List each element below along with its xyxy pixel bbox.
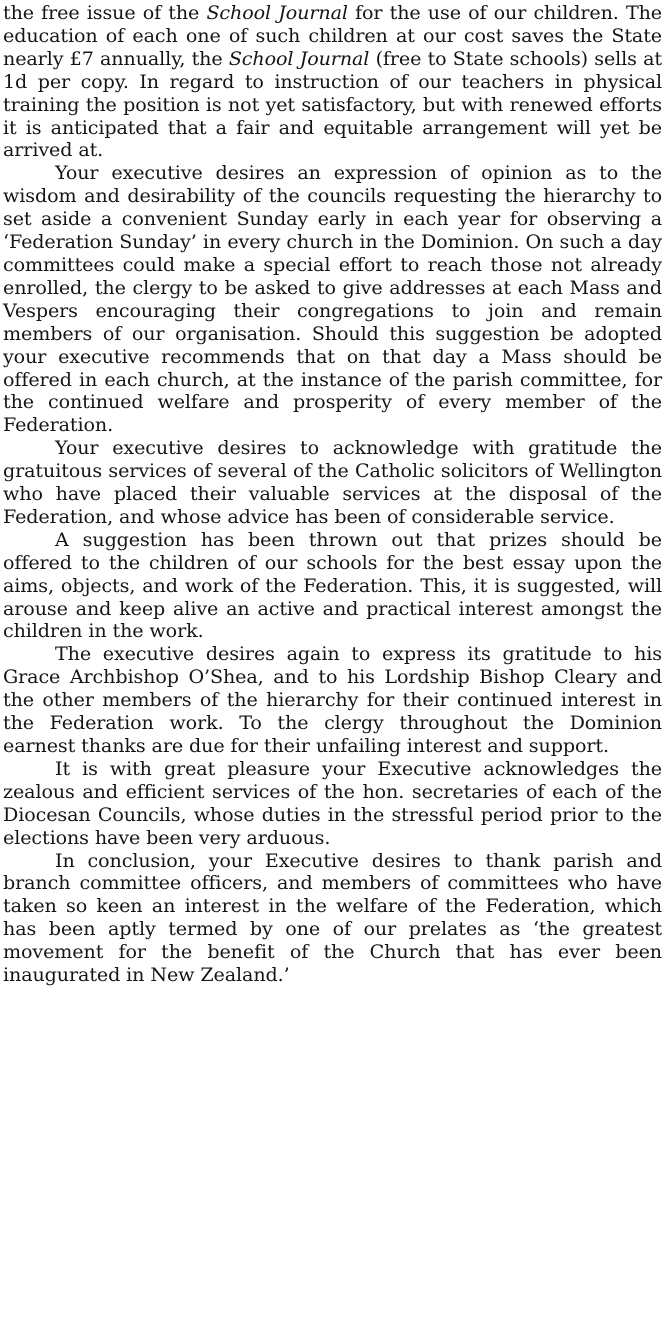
paragraph-text: the free issue of the: [3, 1, 207, 24]
paragraph: [3, 850, 662, 987]
article-body: [3, 2, 662, 987]
paragraph: [3, 643, 662, 758]
italic-text: School Journal: [206, 1, 348, 24]
italic-text: School Journal: [228, 46, 370, 70]
paragraph-text: A suggestion has been thrown out that prizes should be offered to the children of our schools for the best essay upon the aims, objects, and work of the Federation. This, it is suggested, will arouse and keep alive an active and practical interest amongst the children in the work.: [3, 527, 662, 643]
paragraph-text: Your executive desires an expression of opinion as to the wisdom and desirability of the councils requesting the hierarchy to set aside a convenient Sunday early in each year for observing a ‘Federation Sunday’ in every church in the Dominion. On such a day committees could make a special effort to reach those not already enrolled, the clergy to be asked to give addresses at each Mass and Vespers encouraging their congregations to join and remain members of our organisation. Should this suggestion be adopted your executive recommends that on that day a Mass should be offered in each church, at the instance of the parish committee, for the continued welfare and prosperity of every member of the Federation.: [3, 161, 662, 437]
paragraph: [3, 758, 662, 850]
paragraph-text: (free to State schools) sells at 1d per copy. In regard to instruction of our teachers in physical training the position is not yet satisfactory, but with renewed efforts it is anticipated that a fair and equitable arrangement will yet be arrived at.: [3, 46, 662, 162]
paragraph-text: The executive desires again to express its gratitude to his Grace Archbishop O’Shea, and to his Lordship Bishop Cleary and the other members of the hierarchy for their continued interest in the Federation work. To the clergy throughout the Dominion earnest thanks are due for their unfailing interest and support.: [3, 642, 662, 757]
paragraph: [3, 529, 662, 644]
paragraph: [3, 437, 662, 529]
paragraph-text: for the use of our children. The education of each one of such children at our cost saves the State nearly £7 annually, the: [3, 1, 662, 70]
paragraph: [3, 162, 662, 437]
paragraph-text: Your executive desires to acknowledge with gratitude the gratuitous services of several of the Catholic solicitors of Wellington who have placed their valuable services at the disposal of the Federation, and whose advice has been of considerable service.: [3, 436, 662, 528]
paragraph-text: In conclusion, your Executive desires to thank parish and branch committee officers, and members of committees who have taken so keen an interest in the welfare of the Federation, which has been aptly termed by one of our prelates as ‘the greatest movement for the benefit of the Church that has ever been inaugurated in New Zealand.’: [3, 848, 662, 987]
paragraph-text: It is with great pleasure your Executive acknowledges the zealous and efficient services of the hon. secretaries of each of the Diocesan Councils, whose duties in the stressful period prior to the elections have been very arduous.: [3, 756, 662, 849]
paragraph: [3, 2, 662, 162]
